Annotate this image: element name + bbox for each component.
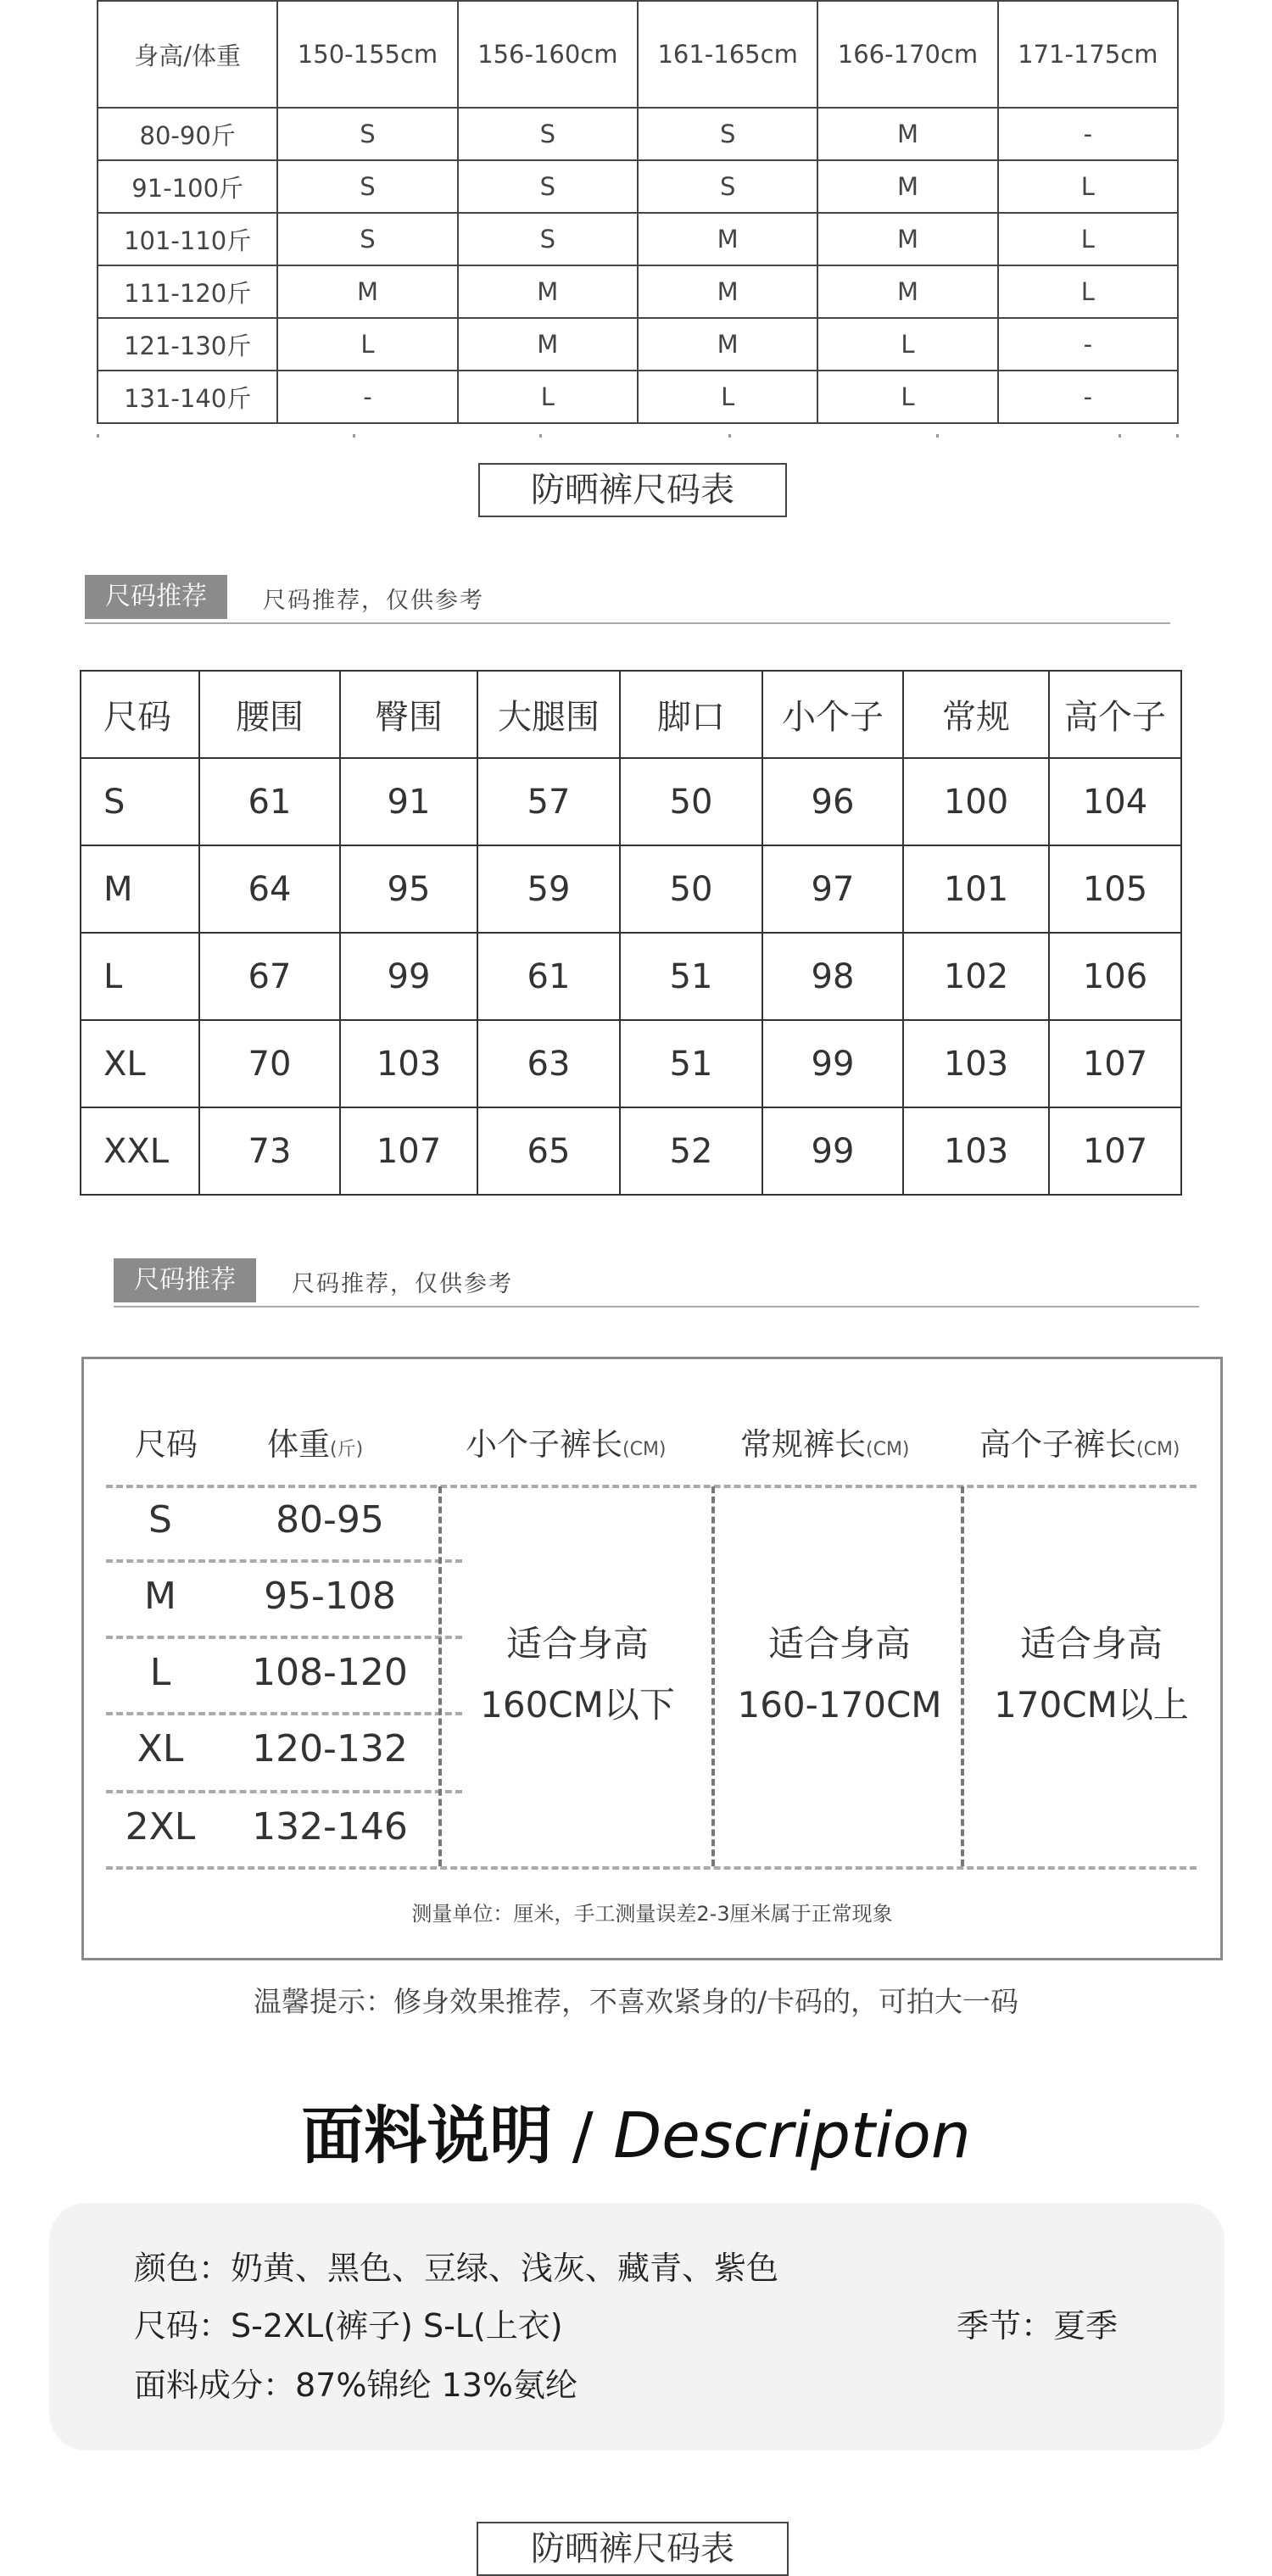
weight-cell: 95-108: [264, 1575, 396, 1618]
table-cell: 99: [762, 1020, 903, 1107]
table-row: [81, 933, 1181, 1020]
section-rule: [114, 1306, 1199, 1308]
table-row: [98, 160, 1178, 213]
table-cell: 103: [340, 1020, 477, 1107]
table-row: [98, 108, 1178, 160]
size-cell: 2XL: [125, 1805, 196, 1848]
table-cell: 52: [620, 1107, 762, 1195]
table-row: [98, 213, 1178, 265]
size-cell: M: [817, 108, 997, 160]
weight-cell: 80-95: [276, 1498, 384, 1542]
section-tag: 尺码推荐: [114, 1258, 256, 1302]
size-cell: L: [998, 265, 1178, 318]
column-header: 小个子裤长(CM): [466, 1426, 667, 1463]
size-cell: L: [458, 371, 638, 423]
table-row: [81, 758, 1181, 845]
table-cell: 103: [903, 1020, 1049, 1107]
height-weight-size-table: [97, 0, 1179, 424]
column-header: 常规裤长(CM): [740, 1426, 910, 1463]
table-cell: 107: [340, 1107, 477, 1195]
size-cell: M: [817, 265, 997, 318]
dashed-divider: [438, 1486, 442, 1866]
size-cell: S: [458, 108, 638, 160]
table-row: [98, 265, 1178, 318]
table-cell: 63: [477, 1020, 620, 1107]
dashed-divider: [106, 1866, 1197, 1870]
table-cell: 105: [1049, 845, 1181, 933]
size-cell: S: [277, 213, 457, 265]
size-cell: L: [81, 933, 199, 1020]
size-cell: XL: [81, 1020, 199, 1107]
weight-cell: 111-120斤: [98, 265, 277, 318]
table-cell: 107: [1049, 1020, 1181, 1107]
table-cell: 101: [903, 845, 1049, 933]
table-cell: 64: [199, 845, 340, 933]
size-cell: L: [277, 318, 457, 371]
dashed-divider: [106, 1712, 462, 1715]
table-cell: 100: [903, 758, 1049, 845]
size-cell: L: [998, 160, 1178, 213]
section-header: [114, 1258, 1199, 1306]
table-cell: 57: [477, 758, 620, 845]
size-cell: XXL: [81, 1107, 199, 1195]
column-header: 小个子: [762, 671, 903, 758]
section-note: 尺码推荐，仅供参考: [292, 1271, 513, 1297]
size-cell: S: [277, 160, 457, 213]
table-cell: 91: [340, 758, 477, 845]
table-cell: 104: [1049, 758, 1181, 845]
column-header: 尺码: [135, 1426, 198, 1463]
table-cell: 61: [199, 758, 340, 845]
size-cell: L: [149, 1651, 171, 1694]
season-line: 季节：夏季: [957, 2307, 1119, 2345]
table-cell: 51: [620, 1020, 762, 1107]
table-cell: 99: [340, 933, 477, 1020]
table-cell: 50: [620, 758, 762, 845]
weight-cell: 121-130斤: [98, 318, 277, 371]
column-header: 臀围: [340, 671, 477, 758]
size-cell: M: [144, 1575, 176, 1618]
table-cell: 102: [903, 933, 1049, 1020]
size-cell: M: [817, 160, 997, 213]
fit-cell-regular: 适合身高 160-170CM: [737, 1623, 942, 1726]
size-cell: XL: [137, 1727, 184, 1770]
fit-cell-tall: 适合身高 170CM以上: [994, 1623, 1189, 1726]
size-cell: -: [998, 318, 1178, 371]
fit-cell-petite: 适合身高 160CM以下: [480, 1623, 675, 1726]
size-cell: L: [817, 318, 997, 371]
table-row: [81, 845, 1181, 933]
table-tick-marks: [97, 434, 1179, 438]
size-cell: -: [998, 108, 1178, 160]
warm-tip: 温馨提示：修身效果推荐，不喜欢紧身的/卡码的，可拍大一码: [253, 1985, 1019, 2018]
table-row: [98, 371, 1178, 423]
column-header: 体重(斤): [267, 1426, 364, 1463]
column-header: 腰围: [199, 671, 340, 758]
table-row: [81, 1020, 1181, 1107]
height-header: 150-155cm: [277, 1, 457, 108]
weight-cell: 120-132: [252, 1727, 408, 1770]
table-cell: 51: [620, 933, 762, 1020]
table-cell: 97: [762, 845, 903, 933]
table-cell: 73: [199, 1107, 340, 1195]
table-cell: 50: [620, 845, 762, 933]
size-cell: S: [638, 108, 817, 160]
column-header: 脚口: [620, 671, 762, 758]
size-cell: S: [458, 160, 638, 213]
column-header: 大腿围: [477, 671, 620, 758]
table-cell: 99: [762, 1107, 903, 1195]
size-cell: M: [458, 318, 638, 371]
measurement-note: 测量单位：厘米，手工测量误差2-3厘米属于正常现象: [411, 1902, 893, 1926]
dashed-divider: [106, 1559, 462, 1563]
size-cell: S: [458, 213, 638, 265]
column-header: 尺码: [81, 671, 199, 758]
dashed-divider: [106, 1790, 462, 1793]
size-cell: S: [81, 758, 199, 845]
table-corner: 身高/体重: [98, 1, 277, 108]
height-header: 161-165cm: [638, 1, 817, 108]
color-line: 颜色：奶黄、黑色、豆绿、浅灰、藏青、紫色: [134, 2250, 779, 2287]
table-cell: 61: [477, 933, 620, 1020]
weight-cell: 91-100斤: [98, 160, 277, 213]
fabric-line: 面料成分：87%锦纶 13%氨纶: [134, 2367, 578, 2404]
size-cell: M: [638, 265, 817, 318]
column-header: 常规: [903, 671, 1049, 758]
size-cell: -: [277, 371, 457, 423]
size-cell: L: [998, 213, 1178, 265]
weight-cell: 131-140斤: [98, 371, 277, 423]
size-cell: M: [277, 265, 457, 318]
weight-cell: 80-90斤: [98, 108, 277, 160]
dashed-divider: [106, 1485, 1197, 1488]
table-cell: 70: [199, 1020, 340, 1107]
size-cell: S: [277, 108, 457, 160]
size-cell: M: [81, 845, 199, 933]
size-chart-caption-bottom: 防晒裤尺码表: [477, 2522, 789, 2576]
weight-cell: 108-120: [252, 1651, 408, 1694]
size-cell: M: [638, 213, 817, 265]
table-cell: 67: [199, 933, 340, 1020]
table-cell: 106: [1049, 933, 1181, 1020]
dashed-divider: [106, 1636, 462, 1639]
size-cell: M: [458, 265, 638, 318]
weight-cell: 101-110斤: [98, 213, 277, 265]
description-panel: [49, 2203, 1225, 2451]
size-cell: L: [817, 371, 997, 423]
height-header: 166-170cm: [817, 1, 997, 108]
table-cell: 103: [903, 1107, 1049, 1195]
column-header: 高个子: [1049, 671, 1181, 758]
size-cell: S: [148, 1498, 172, 1542]
size-cell: L: [638, 371, 817, 423]
section-tag: 尺码推荐: [85, 575, 227, 619]
measurement-table: [80, 670, 1182, 1196]
table-row: [81, 1107, 1181, 1195]
table-row: [98, 318, 1178, 371]
table-cell: 95: [340, 845, 477, 933]
size-chart-caption: 防晒裤尺码表: [478, 463, 787, 517]
dashed-divider: [711, 1486, 715, 1866]
section-header: [85, 575, 1170, 622]
column-header: 高个子裤长(CM): [979, 1426, 1180, 1463]
table-cell: 98: [762, 933, 903, 1020]
description-title: 面料说明 / Description: [301, 2099, 971, 2172]
height-header: 156-160cm: [458, 1, 638, 108]
weight-cell: 132-146: [252, 1805, 408, 1848]
table-cell: 65: [477, 1107, 620, 1195]
size-cell: M: [638, 318, 817, 371]
size-line: 尺码：S-2XL(裤子) S-L(上衣): [134, 2307, 563, 2345]
table-header-row: [81, 671, 1181, 758]
size-cell: M: [817, 213, 997, 265]
table-cell: 107: [1049, 1107, 1181, 1195]
length-recommendation-panel: [81, 1357, 1223, 1960]
table-cell: 59: [477, 845, 620, 933]
height-header: 171-175cm: [998, 1, 1178, 108]
section-note: 尺码推荐，仅供参考: [263, 588, 484, 614]
size-cell: S: [638, 160, 817, 213]
section-rule: [85, 622, 1170, 624]
size-cell: -: [998, 371, 1178, 423]
table-cell: 96: [762, 758, 903, 845]
